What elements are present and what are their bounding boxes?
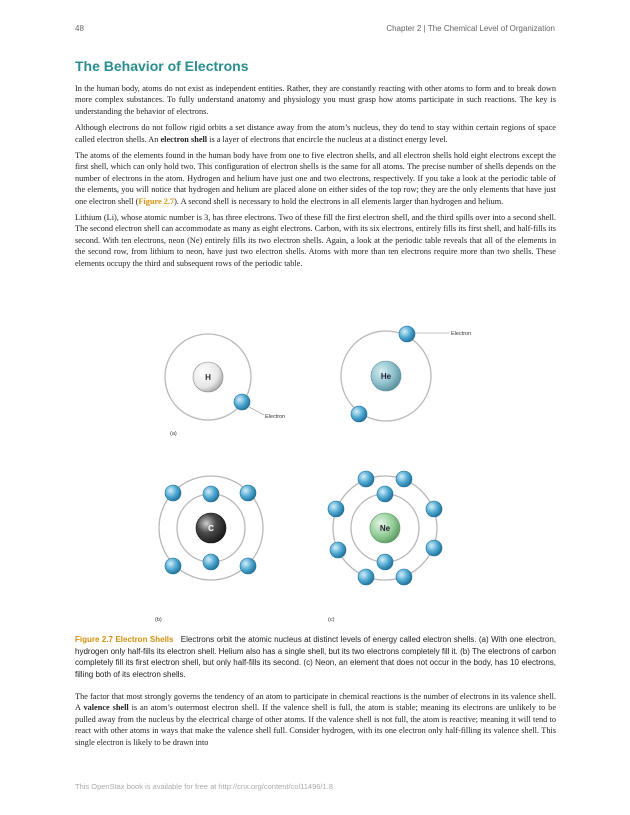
page-number: 48 [75,24,84,33]
figure-caption [75,634,556,680]
hydrogen-atom [165,334,285,437]
figure-link[interactable]: Figure 2.7 [138,196,175,206]
electron [328,501,344,517]
closing-paragraph: The factor that most strongly governs the tendency of an atom to participate in chemical reactions is the number of electrons in its valence shell. A valence shell is an atom’s outermost electron shell. If the valence shell is full, the atom is stable; meaning its electrons are unlikely to be pulled away from the nucleus by the electrical charge of other atoms. If the valence shell is not full, the atom is reactive; meaning it will tend to react with other atoms in ways that make the valence shell full. Consider hydrogen, with its one electron only half-filling its valence shell. This single electron is likely to be drawn into [75,692,557,747]
hydrogen-symbol: H [205,373,211,382]
electron [203,486,219,502]
electron-label-a: Electron [265,414,286,420]
helium-atom [341,326,471,422]
electron [240,558,256,574]
electron [240,485,256,501]
body-text [75,83,556,274]
electron [358,471,374,487]
electron [351,406,367,422]
neon-symbol: Ne [379,524,391,533]
chapter-header: Chapter 2 | The Chemical Level of Organization [386,24,555,33]
footer: This OpenStax book is available for free at http://cnx.org/content/col11496/1.8 [75,782,333,791]
electron [396,471,412,487]
electron [203,554,219,570]
caption-text: Electrons orbit the atomic nucleus at distinct levels of energy called electron shells. (a) With one electron, hydrogen only half-fills its electron shell. Helium also has a single shell, but its two electrons completely fill it. (b) The electrons of carbon completely fill its first electron shell, but only half-fills its second. (c) Neon, an element that does not occur in the body, has 10 electrons, filling both of its electron shells. [75,635,557,679]
caption-title: Figure 2.7 Electron Shells [75,635,174,644]
neon-atom [328,471,442,623]
electron [396,569,412,585]
electron [426,540,442,556]
electron-label-b: Electron [451,331,472,337]
helium-symbol: He [380,372,392,381]
carbon-symbol: C [208,524,214,533]
electron [377,486,393,502]
electron [358,569,374,585]
electron-shells-figure [140,318,490,628]
paragraph-3: The atoms of the elements found in the human body have from one to five electron shells, and all electron shells hold eight electrons except the first shell, which can only hold two. This configuration of electron shells is the same for all atoms. The precise number of shells depends on the number of electrons in the atom. Hydrogen and helium have just one and two electrons, respectively. If you take a look at the periodic table of the elements, you will notice that hydrogen and helium are placed alone on either sides of the top row; they are the only elements that have just one electron shell (Figure 2.7). A second shell is necessary to hold the electrons in all elements larger than hydrogen and helium. [75,151,556,206]
electron [330,542,346,558]
electron [399,326,415,342]
paragraph-2: Although electrons do not follow rigid orbits a set distance away from the atom’s nucleus, they do tend to stay within certain regions of space called electron shells. An electron shell is a layer of electrons that encircle the nucleus at a distinct energy level. [75,123,556,144]
electron [165,558,181,574]
panel-label-a: (a) [170,431,177,437]
electron [377,554,393,570]
term-valence-shell: valence shell [83,703,129,713]
paragraph-4: Lithium (Li), whose atomic number is 3, has three electrons. Two of these fill the first electron shell, and the third spills over into a second shell. The second electron shell can accommodate as many as eight electrons. Carbon, with its six electrons, entirely fills its first shell, and half-fills its second. With ten electrons, neon (Ne) entirely fills its two electron shells. Again, a look at the periodic table reveals that all of the elements in the second row, from lithium to neon, have just two electron shells. Atoms with more than ten electrons require more than two shells. These elements occupy the third and subsequent rows of the periodic table. [75,213,556,268]
electron [426,501,442,517]
carbon-atom [155,476,263,623]
electron-leader-line [249,407,264,415]
electron [165,485,181,501]
term-electron-shell: electron shell [160,134,208,144]
panel-label-c: (c) [328,617,335,623]
paragraph-1: In the human body, atoms do not exist as independent entities. Rather, they are constantly reacting with other atoms to form and to break down more complex substances. To fully understand anatomy and physiology you must grasp how atoms participate in such reactions. The key is understanding the behavior of electrons. [75,84,556,116]
electron [234,394,250,410]
panel-label-b: (b) [155,617,162,623]
section-title: The Behavior of Electrons [75,58,249,74]
